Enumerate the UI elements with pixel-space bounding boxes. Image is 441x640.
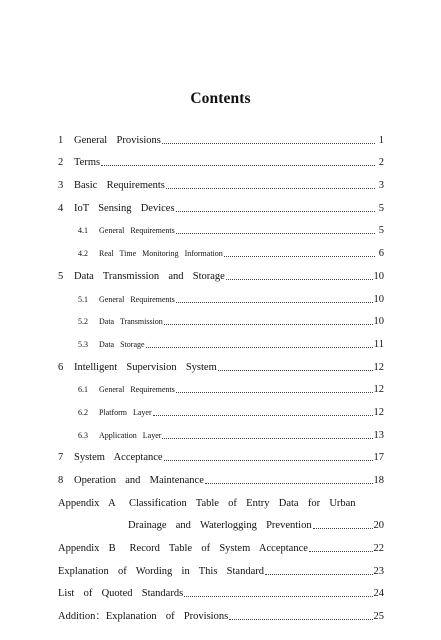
toc-entry[interactable]	[58, 237, 384, 260]
toc-entry[interactable]	[58, 169, 384, 192]
table-of-contents	[58, 124, 384, 623]
toc-entry-label: Data Transmission and Storage	[74, 270, 225, 282]
toc-entry-label: General Requirements	[99, 385, 175, 395]
toc-entry[interactable]	[58, 374, 384, 397]
dot-leader	[176, 301, 373, 303]
toc-entry-number: 4.1	[78, 226, 88, 236]
toc-entry[interactable]	[58, 419, 384, 442]
toc-entry-page-number: 10	[373, 316, 384, 328]
toc-entry-label: Explanation of Wording in This Standard	[58, 565, 264, 577]
toc-entry-page-number: 24	[373, 588, 384, 600]
dot-leader	[226, 278, 373, 280]
toc-entry-label: Basic Requirements	[74, 180, 165, 192]
toc-entry[interactable]	[58, 555, 384, 578]
toc-entry-page-number: 22	[373, 543, 384, 555]
dot-leader	[229, 618, 372, 620]
toc-entry[interactable]	[58, 306, 384, 329]
dot-leader	[313, 527, 373, 529]
toc-entry-number: 2	[58, 157, 64, 169]
toc-entry[interactable]	[58, 283, 384, 306]
toc-entry-number: 5.2	[78, 317, 88, 327]
toc-entry[interactable]	[58, 510, 384, 533]
toc-entry-page-number: 11	[373, 338, 384, 350]
dot-leader	[101, 164, 375, 166]
toc-entry-page-number: 3	[378, 180, 384, 192]
toc-entry-label: Real Time Monitoring Information	[99, 249, 223, 259]
toc-entry-number: 7	[58, 452, 64, 464]
toc-entry[interactable]	[58, 532, 384, 555]
toc-entry-page-number: 12	[373, 384, 384, 396]
toc-entry-page-number: 23	[373, 565, 384, 577]
toc-entry-number: 6.3	[78, 430, 88, 440]
toc-entry-page-number: 2	[378, 157, 384, 169]
toc-entry-label: General Requirements	[99, 226, 175, 236]
dot-leader	[176, 210, 375, 212]
toc-entry-number: 5	[58, 270, 64, 282]
dot-leader	[162, 437, 372, 439]
toc-entry-label: Data Storage	[99, 339, 145, 349]
toc-entry-label: Intelligent Supervision System	[74, 361, 217, 373]
toc-entry-label: General Provisions	[74, 134, 161, 146]
toc-entry-label: Platform Layer	[99, 407, 152, 417]
toc-entry-label: List of Quoted Standards	[58, 588, 184, 600]
toc-entry-label: Addition：Explanation of Provisions	[58, 611, 229, 623]
dot-leader	[164, 459, 373, 461]
toc-entry-label: System Acceptance	[74, 452, 163, 464]
toc-entry-label: Terms	[74, 157, 101, 169]
toc-entry[interactable]	[58, 124, 384, 147]
toc-entry-page-number: 12	[373, 406, 384, 418]
toc-entry-number: 6.2	[78, 407, 88, 417]
toc-entry[interactable]	[58, 487, 384, 510]
toc-entry-label: Operation and Maintenance	[74, 475, 204, 486]
toc-entry-number: 6	[58, 361, 64, 373]
toc-entry-number: 4	[58, 202, 64, 214]
toc-entry[interactable]	[58, 328, 384, 351]
toc-entry-label: Appendix B Record Table of System Acceptance	[58, 543, 308, 555]
dot-leader	[162, 142, 375, 144]
toc-entry-page-number: 20	[373, 520, 384, 532]
dot-leader	[146, 346, 373, 348]
toc-entry-number: 8	[58, 475, 64, 486]
toc-entry[interactable]	[58, 578, 384, 601]
toc-entry-label: Appendix A Classification Table of Entry Data for Urban	[58, 497, 356, 509]
toc-entry-page-number: 5	[378, 202, 384, 214]
toc-entry-label: Data Transmission	[99, 317, 163, 327]
dot-leader	[164, 323, 373, 325]
dot-leader	[265, 573, 373, 575]
toc-entry[interactable]	[58, 600, 384, 623]
toc-entry[interactable]	[58, 147, 384, 170]
toc-entry[interactable]	[58, 192, 384, 215]
toc-entry-number: 6.1	[78, 385, 88, 395]
toc-entry[interactable]	[58, 442, 384, 465]
toc-entry-number: 5.3	[78, 339, 88, 349]
toc-entry-page-number: 1	[378, 134, 384, 146]
toc-entry-label: IoT Sensing Devices	[74, 202, 175, 214]
dot-leader	[309, 550, 373, 552]
toc-entry-number: 5.1	[78, 294, 88, 304]
page-title: Contents	[190, 90, 251, 107]
toc-entry-label: Drainage and Waterlogging Prevention	[128, 520, 312, 532]
toc-entry-page-number: 18	[373, 475, 384, 486]
dot-leader	[218, 369, 373, 371]
toc-entry-number: 4.2	[78, 249, 88, 259]
dot-leader	[224, 255, 375, 257]
toc-entry-number: 1	[58, 134, 64, 146]
toc-entry-page-number: 12	[373, 361, 384, 373]
toc-entry[interactable]	[58, 396, 384, 419]
toc-entry-page-number: 25	[373, 611, 384, 623]
toc-entry-number: 3	[58, 180, 64, 192]
toc-entry[interactable]	[58, 351, 384, 374]
dot-leader	[176, 391, 373, 393]
dot-leader	[166, 187, 375, 189]
toc-entry[interactable]	[58, 215, 384, 238]
toc-entry-page-number: 6	[378, 248, 384, 260]
toc-entry-page-number: 13	[373, 429, 384, 441]
toc-entry-page-number: 17	[373, 452, 384, 464]
toc-entry-label: Application Layer	[99, 430, 162, 440]
dot-leader	[205, 482, 373, 484]
dot-leader	[176, 232, 375, 234]
toc-entry[interactable]	[58, 260, 384, 283]
dot-leader	[184, 595, 372, 597]
toc-entry-page-number: 10	[373, 293, 384, 305]
toc-entry-page-number: 10	[373, 270, 384, 282]
toc-entry-label: General Requirements	[99, 294, 175, 304]
toc-entry[interactable]	[58, 464, 384, 487]
toc-entry-page-number: 5	[378, 225, 384, 237]
dot-leader	[153, 414, 373, 416]
